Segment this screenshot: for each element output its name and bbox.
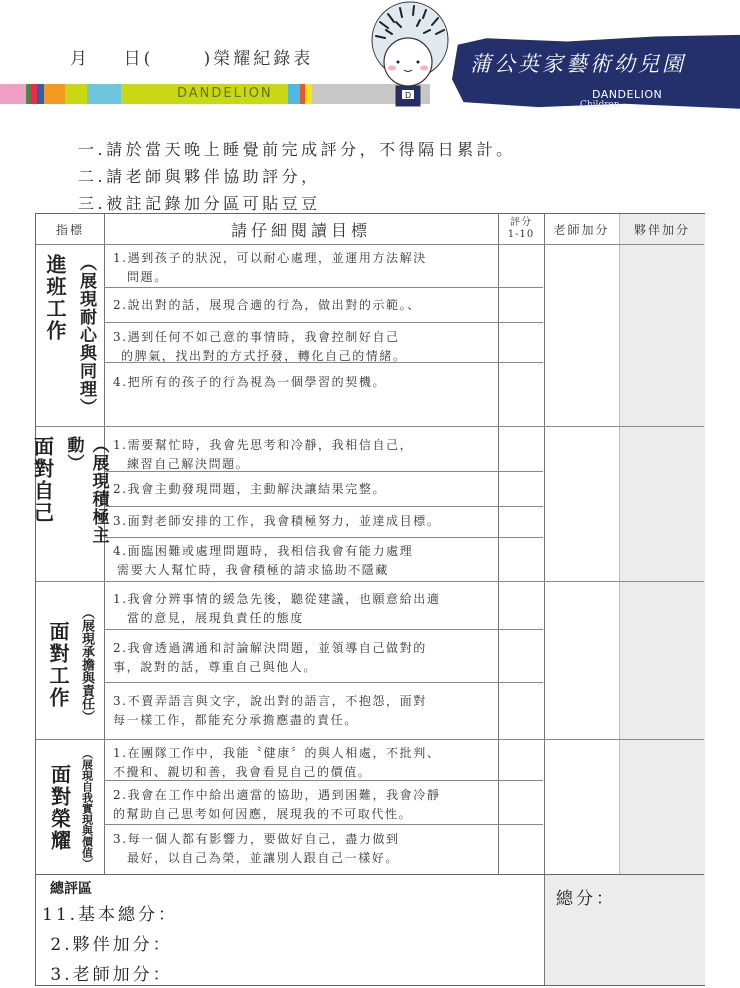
- header-indicator: 指標: [55, 222, 84, 237]
- instruction-3: 三.被註記錄加分區可貼豆豆: [78, 194, 321, 213]
- section-subtitle: ︵展現積極主動︶: [63, 436, 109, 544]
- section-subtitle: ︵展現承擔與責任︶: [79, 606, 94, 723]
- summary-base-score: 11.基本總分：: [42, 905, 179, 925]
- row-divider: [36, 874, 704, 875]
- goal-item: 3.每一個人都有影響力，要做好自己，盡力做到 最好，以自己為榮，並讓別人跟自己一樣好。: [113, 832, 400, 865]
- summary-peer-bonus: 2.夥伴加分：: [42, 935, 173, 955]
- header-score-range: 1-10: [507, 229, 535, 240]
- item-divider: [104, 287, 543, 288]
- goal-item: 2.我會透過溝通和討論解決問題，並領導自己做對的 事，說對的話，尊重自己與他人。: [113, 641, 427, 674]
- header-score: [498, 214, 544, 244]
- school-name: 蒲公英家藝術幼兒園: [470, 52, 686, 76]
- item-divider: [104, 682, 543, 683]
- section-label-self: [30, 436, 109, 576]
- goal-item: 2.我會在工作中給出適當的協助，遇到困難，我會冷靜 的幫助自己思考如何因應，展現我的不可取代性。: [113, 788, 441, 821]
- section-title: 面對工作: [46, 620, 70, 709]
- goal-item: 2.我會主動發現問題，主動解決讓結果完整。: [113, 482, 387, 496]
- header-peer-bonus: 夥伴加分: [633, 222, 690, 237]
- goal-item: 4.面臨困難或處理問題時，我相信我會有能力處理 需要大人幫忙時，我會積極的請求協助不隱藏: [113, 544, 414, 577]
- section-label-work: [36, 597, 104, 732]
- header-goal: 請仔細閱讀目標: [230, 220, 371, 240]
- school-brand-sub: Children: [580, 100, 620, 110]
- goal-item: 3.不賣弄語言與文字，說出對的語言，不抱怨，面對 每一樣工作，都能充分承擔應盡的責任。: [113, 694, 427, 727]
- summary-title: 總評區: [50, 881, 92, 897]
- goal-item: 1.需要幫忙時，我會先思考和冷靜，我相信自己， 練習自己解決問題。: [113, 438, 414, 471]
- col-divider: [619, 214, 620, 874]
- summary-teacher-bonus: 3.老師加分：: [42, 965, 173, 985]
- honor-record-table: [30, 213, 705, 986]
- item-divider: [104, 629, 543, 630]
- header-score-label: 評分: [510, 217, 532, 228]
- goal-item: 4.把所有的孩子的行為視為一個學習的契機。: [113, 375, 387, 389]
- col-divider: [544, 214, 545, 985]
- section-title: 面對自己: [30, 436, 55, 524]
- item-divider: [104, 506, 543, 507]
- dandelion-mascot-icon: [360, 0, 470, 108]
- goal-item: 3.遇到任何不如己意的事情時，我會控制好自己 的脾氣，找出對的方式抒發，轉化自己的情緒。: [113, 330, 407, 363]
- peer-bonus-column-bg: [619, 214, 705, 874]
- form-title: 月 日( )榮耀紀錄表: [70, 49, 314, 69]
- goal-item: 1.遇到孩子的狀況，可以耐心處理，並運用方法解決 問題。: [113, 251, 427, 284]
- goal-item: 1.在團隊工作中，我能〝健康〞的與人相處，不批判、 不攪和、親切和善，我會看見自己的價值。: [113, 746, 441, 779]
- col-divider: [498, 214, 499, 874]
- section-subtitle: ︵展現自我實現與價值︶: [80, 747, 94, 869]
- goal-item: 3.面對老師安排的工作，我會積極努力，並達成目標。: [113, 514, 441, 528]
- goal-item: 1.我會分辨事情的緩急先後，聽從建議，也願意給出適 當的意見，展現負責任的態度: [113, 592, 441, 625]
- instruction-1: 一.請於當天晚上睡覺前完成評分，不得隔日累計。: [78, 140, 516, 159]
- section-title: 面對榮耀: [47, 764, 72, 852]
- svg-text:D: D: [405, 91, 412, 100]
- row-divider: [36, 426, 704, 427]
- header-teacher-bonus: 老師加分: [553, 222, 610, 237]
- item-divider: [104, 322, 543, 323]
- total-score-label: 總分：: [556, 889, 616, 909]
- section-subtitle: ︵展現耐心與同理︶: [76, 254, 96, 416]
- section-title: 進班工作: [43, 254, 67, 342]
- item-divider: [104, 824, 543, 825]
- instruction-2: 二.請老師與夥伴協助評分，: [78, 167, 321, 186]
- section-label-honor: [36, 744, 104, 872]
- row-divider: [36, 581, 704, 582]
- item-divider: [104, 471, 543, 472]
- item-divider: [104, 362, 543, 363]
- section-label-class-work: [36, 254, 104, 424]
- item-divider: [104, 780, 543, 781]
- goal-item: 2.說出對的話，展現合適的行為，做出對的示範。、: [113, 298, 421, 312]
- school-brand: DANDELION: [592, 88, 663, 101]
- stripe-brand-text: DANDELION: [177, 86, 273, 101]
